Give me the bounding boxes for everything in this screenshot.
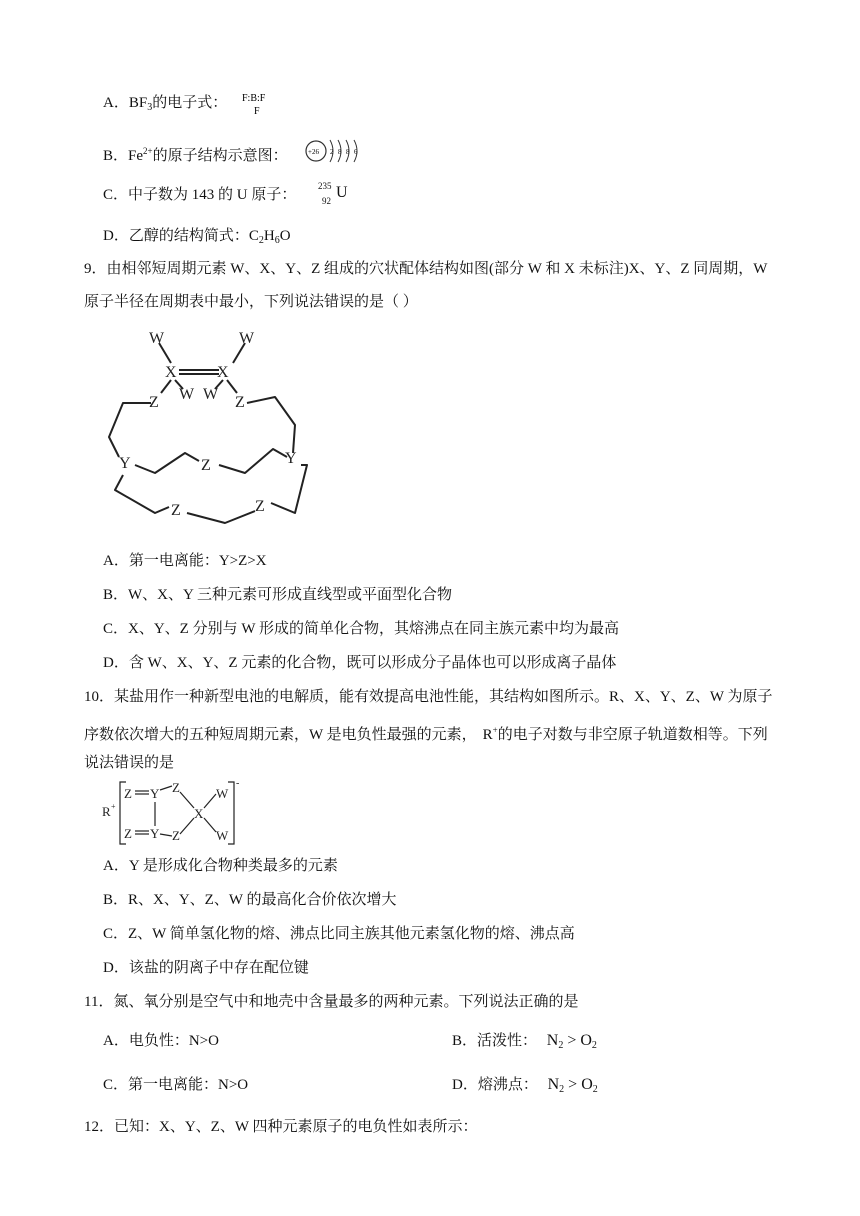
atom-y-right: Y (285, 450, 297, 467)
cation-charge: + (111, 802, 116, 811)
atom-x-left: X (165, 364, 177, 381)
nucleus-charge: +26 (308, 148, 319, 156)
q10-stem-line2: 序数依次增大的五种短周期元素，W 是电负性最强的元素， R+的电子对数与非空原子轨道数相等。下列 (84, 725, 768, 743)
q9-option-d: D．含 W、X、Y、Z 元素的化合物，既可以形成分子晶体也可以形成离子晶体 (103, 655, 617, 671)
cation-r: R (102, 804, 111, 819)
anion-charge: - (236, 778, 240, 789)
atom-x-right: X (217, 364, 229, 381)
uranium-nuclide-notation (318, 181, 358, 211)
q10-stem-line1: 10．某盐用作一种新型电池的电解质，能有效提高电池性能，其结构如图所示。R、X、Y、Z、W 为原子 (84, 689, 773, 705)
atom-z-upper-left: Z (149, 394, 159, 411)
q11-stem: 11．氮、氧分别是空气中和地壳中含量最多的两种元素。下列说法正确的是 (84, 994, 579, 1010)
q8-option-d: D．乙醇的结构简式：$C_2H_6O$ (103, 228, 291, 246)
q11-option-b: B．活泼性： $N_2 > O_2$ (452, 1032, 597, 1051)
q10-option-d: D．该盐的阴离子中存在配位键 (103, 960, 309, 976)
lewis-bottom-f: F (254, 106, 260, 117)
q9-stem-line1: 9．由相邻短周期元素 W、X、Y、Z 组成的穴状配体结构如图(部分 W 和 X 未标注)X、Y、Z 同周期，W (84, 261, 768, 277)
q8-option-a: A．$BF_3$的电子式： (103, 95, 228, 113)
electrolyte-salt-structure-figure (100, 778, 250, 846)
atom-z-lower-right: Z (255, 498, 265, 515)
element-symbol: U (336, 184, 348, 201)
fe-ion-atomic-structure-diagram (302, 136, 374, 166)
shell-count-4: 6 (354, 148, 358, 156)
shell-count-1: 2 (330, 148, 334, 156)
q9-option-b: B．W、X、Y 三种元素可形成直线型或平面型化合物 (103, 587, 453, 603)
atom-y-left: Y (119, 455, 131, 472)
atom-z-bottom-right: Z (172, 828, 180, 843)
atomic-number: 92 (322, 196, 331, 206)
q10-stem-line3: 说法错误的是 (84, 755, 175, 771)
q10-option-a: A．Y 是形成化合物种类最多的元素 (103, 858, 338, 874)
atom-x-center: X (194, 806, 204, 821)
q11-option-d: D．熔沸点： $N_2 > O_2$ (452, 1076, 598, 1095)
atom-y-bottom: Y (150, 826, 160, 841)
atom-z-upper-right: Z (235, 394, 245, 411)
atom-w-upper-right: W (239, 330, 255, 347)
atom-z-top-right: Z (172, 780, 180, 795)
q12-stem: 12．已知：X、Y、Z、W 四种元素原子的电负性如表所示： (84, 1119, 478, 1135)
q11-option-c: C．第一电离能：N>O (103, 1077, 249, 1093)
atom-y-top: Y (150, 786, 160, 801)
atom-z-lower-left: Z (171, 502, 181, 519)
bf3-lewis-structure (240, 88, 280, 120)
mass-number: 235 (318, 181, 332, 191)
q9-stem-line2: 原子半径在周期表中最小，下列说法错误的是（ ） (84, 294, 418, 310)
atom-w-lower-left: W (179, 386, 195, 403)
cryptand-structure-figure (95, 325, 325, 530)
q11-option-a: A．电负性：N>O (103, 1033, 219, 1049)
atom-w-upper-left: W (149, 330, 165, 347)
q10-option-b: B．R、X、Y、Z、W 的最高化合价依次增大 (103, 892, 397, 908)
q10-option-c: C．Z、W 简单氢化物的熔、沸点比同主族其他元素氢化物的熔、沸点高 (103, 926, 575, 942)
atom-z-middle: Z (201, 457, 211, 474)
atom-w-bottom: W (216, 828, 229, 843)
atom-w-lower-right: W (203, 386, 219, 403)
shell-count-2: 8 (338, 148, 342, 156)
q9-option-a: A．第一电离能：Y>Z>X (103, 553, 267, 569)
shell-count-3: 8 (346, 148, 350, 156)
q9-option-c: C．X、Y、Z 分别与 W 形成的简单化合物，其熔沸点在同主族元素中均为最高 (103, 621, 619, 637)
atom-z-top-left: Z (124, 786, 132, 801)
lewis-top-row: F:B:F (242, 93, 266, 104)
q8-option-b: B．$Fe^{2+}$的原子结构示意图： (103, 146, 288, 164)
q8-option-c: C．中子数为 143 的 U 原子： (103, 187, 297, 203)
atom-z-bottom-left: Z (124, 826, 132, 841)
atom-w-top: W (216, 786, 229, 801)
